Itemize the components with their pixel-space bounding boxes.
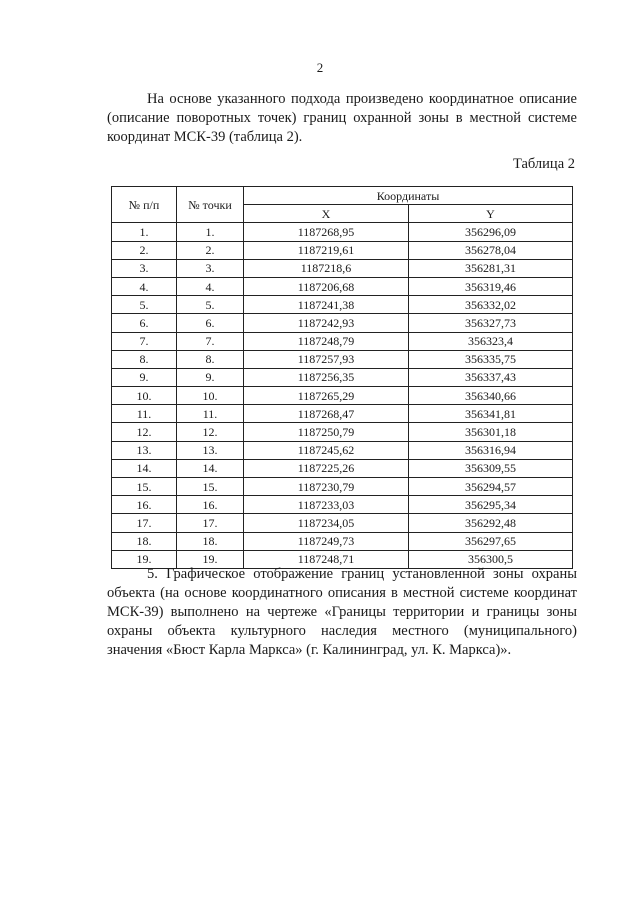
cell-row-number: 11. [112, 405, 177, 423]
table-body [112, 223, 573, 569]
table-row [112, 387, 573, 405]
cell-y: 356327,73 [409, 314, 573, 332]
cell-point-number: 11. [177, 405, 244, 423]
cell-row-number: 16. [112, 496, 177, 514]
header-coordinates: Координаты [244, 187, 573, 205]
cell-row-number: 12. [112, 423, 177, 441]
cell-row-number: 10. [112, 387, 177, 405]
cell-x: 1187218,6 [244, 259, 409, 277]
table-row [112, 532, 573, 550]
intro-paragraph: На основе указанного подхода произведено координатное описание (описание поворотных точек) границ охранной зоны в местной системе координат МСК-39 (таблица 2). [107, 91, 577, 145]
cell-row-number: 14. [112, 459, 177, 477]
table-row [112, 514, 573, 532]
cell-point-number: 5. [177, 296, 244, 314]
cell-x: 1187268,47 [244, 405, 409, 423]
cell-row-number: 19. [112, 550, 177, 568]
cell-row-number: 4. [112, 277, 177, 295]
header-point-number: № точки [177, 187, 244, 223]
cell-row-number: 5. [112, 296, 177, 314]
cell-row-number: 13. [112, 441, 177, 459]
cell-x: 1187219,61 [244, 241, 409, 259]
cell-x: 1187206,68 [244, 277, 409, 295]
cell-row-number: 9. [112, 368, 177, 386]
table-row [112, 441, 573, 459]
cell-x: 1187245,62 [244, 441, 409, 459]
table-row [112, 223, 573, 241]
coordinates-table [111, 186, 573, 569]
table-row [112, 350, 573, 368]
cell-point-number: 12. [177, 423, 244, 441]
cell-point-number: 6. [177, 314, 244, 332]
cell-row-number: 17. [112, 514, 177, 532]
cell-y: 356295,34 [409, 496, 573, 514]
cell-point-number: 1. [177, 223, 244, 241]
table-row [112, 496, 573, 514]
cell-y: 356323,4 [409, 332, 573, 350]
cell-x: 1187248,79 [244, 332, 409, 350]
table-row [112, 459, 573, 477]
cell-row-number: 15. [112, 478, 177, 496]
cell-row-number: 6. [112, 314, 177, 332]
cell-y: 356301,18 [409, 423, 573, 441]
cell-x: 1187234,05 [244, 514, 409, 532]
cell-x: 1187241,38 [244, 296, 409, 314]
table-row [112, 241, 573, 259]
cell-y: 356294,57 [409, 478, 573, 496]
cell-x: 1187225,26 [244, 459, 409, 477]
cell-point-number: 4. [177, 277, 244, 295]
cell-point-number: 18. [177, 532, 244, 550]
cell-y: 356296,09 [409, 223, 573, 241]
cell-row-number: 7. [112, 332, 177, 350]
table-row [112, 259, 573, 277]
cell-y: 356300,5 [409, 550, 573, 568]
table-row [112, 478, 573, 496]
header-x: X [244, 205, 409, 223]
cell-y: 356337,43 [409, 368, 573, 386]
cell-x: 1187265,29 [244, 387, 409, 405]
page-number: 2 [316, 60, 324, 75]
cell-y: 356309,55 [409, 459, 573, 477]
cell-point-number: 2. [177, 241, 244, 259]
table-row [112, 296, 573, 314]
cell-row-number: 3. [112, 259, 177, 277]
cell-y: 356335,75 [409, 350, 573, 368]
table-row [112, 368, 573, 386]
cell-x: 1187257,93 [244, 350, 409, 368]
cell-y: 356319,46 [409, 277, 573, 295]
cell-point-number: 10. [177, 387, 244, 405]
conclusion-paragraph: 5. Графическое отображение границ установленной зоны охраны объекта (на основе координатного описания в местной системе координат МСК-39) выполнено на чертеже «Границы территории и границы зоны охраны объекта культурного наследия местного (муниципального) значения «Бюст Карла Маркса» (г. Калининград, ул. К. Маркса)». [107, 566, 577, 658]
cell-y: 356341,81 [409, 405, 573, 423]
cell-x: 1187249,73 [244, 532, 409, 550]
header-y: Y [409, 205, 573, 223]
cell-point-number: 3. [177, 259, 244, 277]
cell-point-number: 14. [177, 459, 244, 477]
cell-x: 1187268,95 [244, 223, 409, 241]
cell-x: 1187242,93 [244, 314, 409, 332]
cell-point-number: 7. [177, 332, 244, 350]
table-caption: Таблица 2 [512, 156, 575, 172]
header-row-number: № п/п [112, 187, 177, 223]
cell-point-number: 15. [177, 478, 244, 496]
cell-y: 356292,48 [409, 514, 573, 532]
cell-y: 356297,65 [409, 532, 573, 550]
cell-x: 1187233,03 [244, 496, 409, 514]
cell-x: 1187230,79 [244, 478, 409, 496]
cell-y: 356316,94 [409, 441, 573, 459]
cell-point-number: 8. [177, 350, 244, 368]
cell-row-number: 2. [112, 241, 177, 259]
table-row [112, 277, 573, 295]
cell-point-number: 16. [177, 496, 244, 514]
cell-row-number: 8. [112, 350, 177, 368]
cell-row-number: 1. [112, 223, 177, 241]
cell-y: 356332,02 [409, 296, 573, 314]
table-row [112, 314, 573, 332]
table-row [112, 405, 573, 423]
cell-x: 1187256,35 [244, 368, 409, 386]
cell-x: 1187248,71 [244, 550, 409, 568]
table-row [112, 423, 573, 441]
cell-point-number: 19. [177, 550, 244, 568]
cell-point-number: 9. [177, 368, 244, 386]
cell-point-number: 13. [177, 441, 244, 459]
cell-row-number: 18. [112, 532, 177, 550]
cell-y: 356340,66 [409, 387, 573, 405]
cell-y: 356278,04 [409, 241, 573, 259]
table-row [112, 332, 573, 350]
cell-x: 1187250,79 [244, 423, 409, 441]
cell-point-number: 17. [177, 514, 244, 532]
cell-y: 356281,31 [409, 259, 573, 277]
